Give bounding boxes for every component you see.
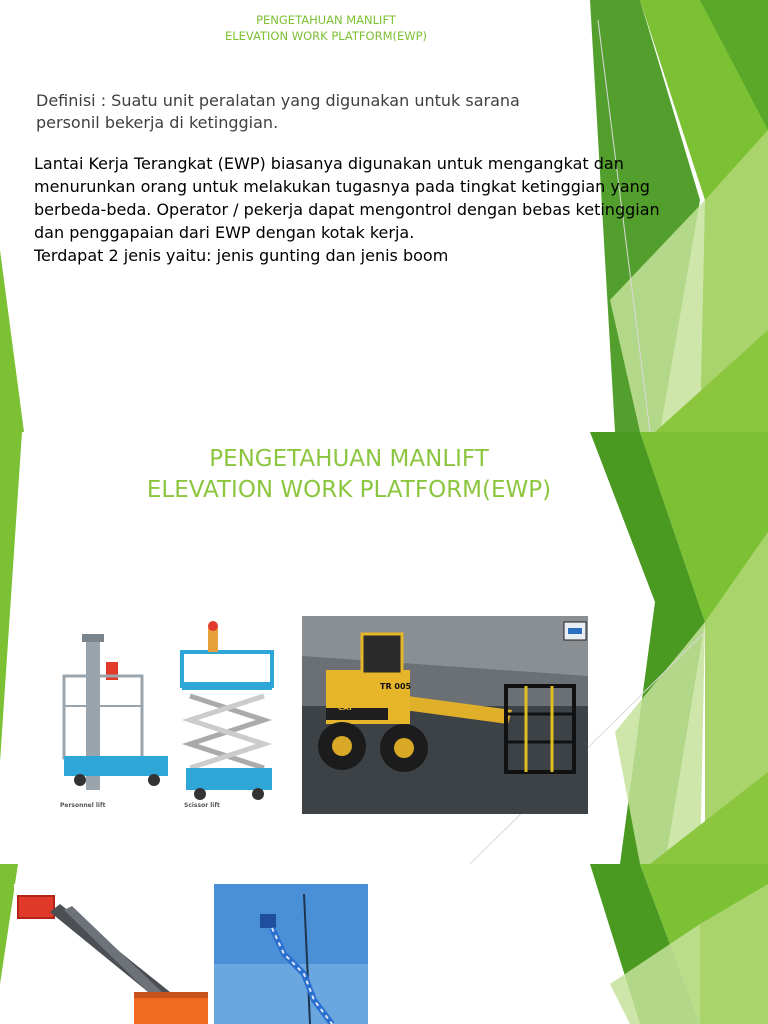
photo-personnel-scissor-lift [58, 616, 288, 812]
body-line: menurunkan orang untuk melakukan tugasnya pada tingkat ketinggian yang [34, 177, 650, 196]
definition-line-1: Definisi : Suatu unit peralatan yang digunakan untuk sarana [36, 91, 520, 110]
photo-telehandler-basket [302, 616, 588, 814]
body-line: dan penggapaian dari EWP dengan kotak kerja. [34, 223, 415, 242]
slide-2 [0, 432, 768, 864]
slide-3 [0, 864, 768, 1024]
slide-title [0, 444, 698, 506]
slide-title [0, 12, 652, 44]
machine-number-label: TR 005 [380, 682, 412, 691]
slide-1 [0, 0, 768, 432]
body-line: Lantai Kerja Terangkat (EWP) biasanya digunakan untuk mengangkat dan [34, 154, 624, 173]
title-line-2: ELEVATION WORK PLATFORM(EWP) [224, 29, 428, 43]
title-line-1: PENGETAHUAN MANLIFT [209, 446, 489, 472]
title-line-2: ELEVATION WORK PLATFORM(EWP) [146, 477, 552, 503]
caption-scissor-lift: Scissor lift [184, 802, 220, 809]
photo-boom-lift [14, 884, 208, 1024]
title-line-1: PENGETAHUAN MANLIFT [256, 13, 396, 27]
definition-text [36, 90, 596, 134]
caption-personnel-lift: Personnel lift [60, 802, 106, 809]
body-line: Terdapat 2 jenis yaitu: jenis gunting dan jenis boom [34, 246, 449, 265]
brand-label: CAT [338, 704, 353, 712]
photo-articulated-boom [214, 884, 368, 1024]
definition-line-2: personil bekerja di ketinggian. [36, 113, 279, 132]
body-line: berbeda-beda. Operator / pekerja dapat mengontrol dengan bebas ketinggian [34, 200, 660, 219]
body-paragraph [34, 152, 724, 267]
